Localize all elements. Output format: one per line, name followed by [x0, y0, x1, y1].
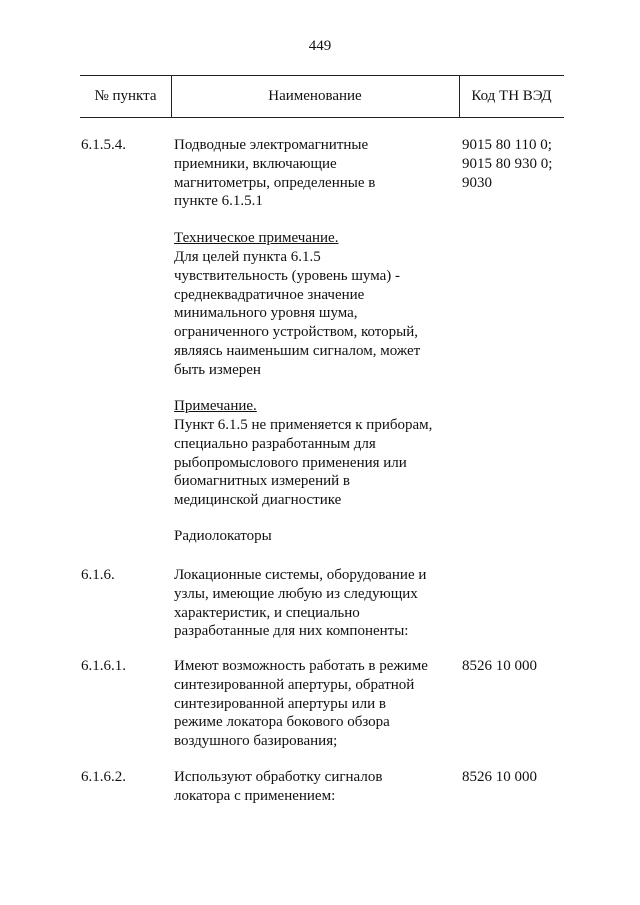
note-title: Примечание. — [174, 398, 257, 414]
row-number: 6.1.6. — [81, 567, 115, 583]
tech-note-title: Техническое примечание. — [174, 230, 339, 246]
row-number: 6.1.6.1. — [81, 658, 126, 674]
row-code: 8526 10 000 — [462, 769, 537, 785]
row-number: 6.1.6.2. — [81, 769, 126, 785]
row-name: Имеют возможность работать в режиме синтезированной апертуры, обратной синтезированной апертуры или в режиме локатора бокового обзора воздушного базирования; — [174, 658, 428, 750]
row-name: Локационные системы, оборудование и узлы, имеющие любую из следующих характеристик, и специально разработанные для них компоненты: — [174, 567, 427, 640]
row-name: Подводные электромагнитные приемники, включающие магнитометры, определенные в пункте 6.1.5.1 — [174, 137, 376, 210]
row-number: 6.1.5.4. — [81, 137, 126, 153]
header-col-name: Наименование — [268, 88, 362, 104]
header-col-code: Код ТН ВЭД — [471, 88, 552, 104]
page-number: 449 — [308, 38, 332, 54]
section-title: Радиолокаторы — [174, 528, 272, 544]
row-code: 8526 10 000 — [462, 658, 537, 674]
row-name: Используют обработку сигналов локатора с применением: — [174, 769, 383, 804]
header-bottom-rule — [80, 117, 564, 118]
header-top-rule — [80, 75, 564, 76]
note-text: Пункт 6.1.5 не применяется к приборам, специально разработанным для рыбопромыслового применения или биомагнитных измерений в медицинской диагностике — [174, 417, 433, 509]
header-col-number: № пункта — [94, 88, 157, 104]
tech-note-text: Для целей пункта 6.1.5 чувствительность (уровень шума) - среднеквадратичное значение минимального уровня шума, ограниченного устройством, который, являясь наименьшим сигналом, может быть измерен — [174, 249, 421, 378]
row-code: 9015 80 110 0; 9015 80 930 0; 9030 — [462, 137, 553, 191]
